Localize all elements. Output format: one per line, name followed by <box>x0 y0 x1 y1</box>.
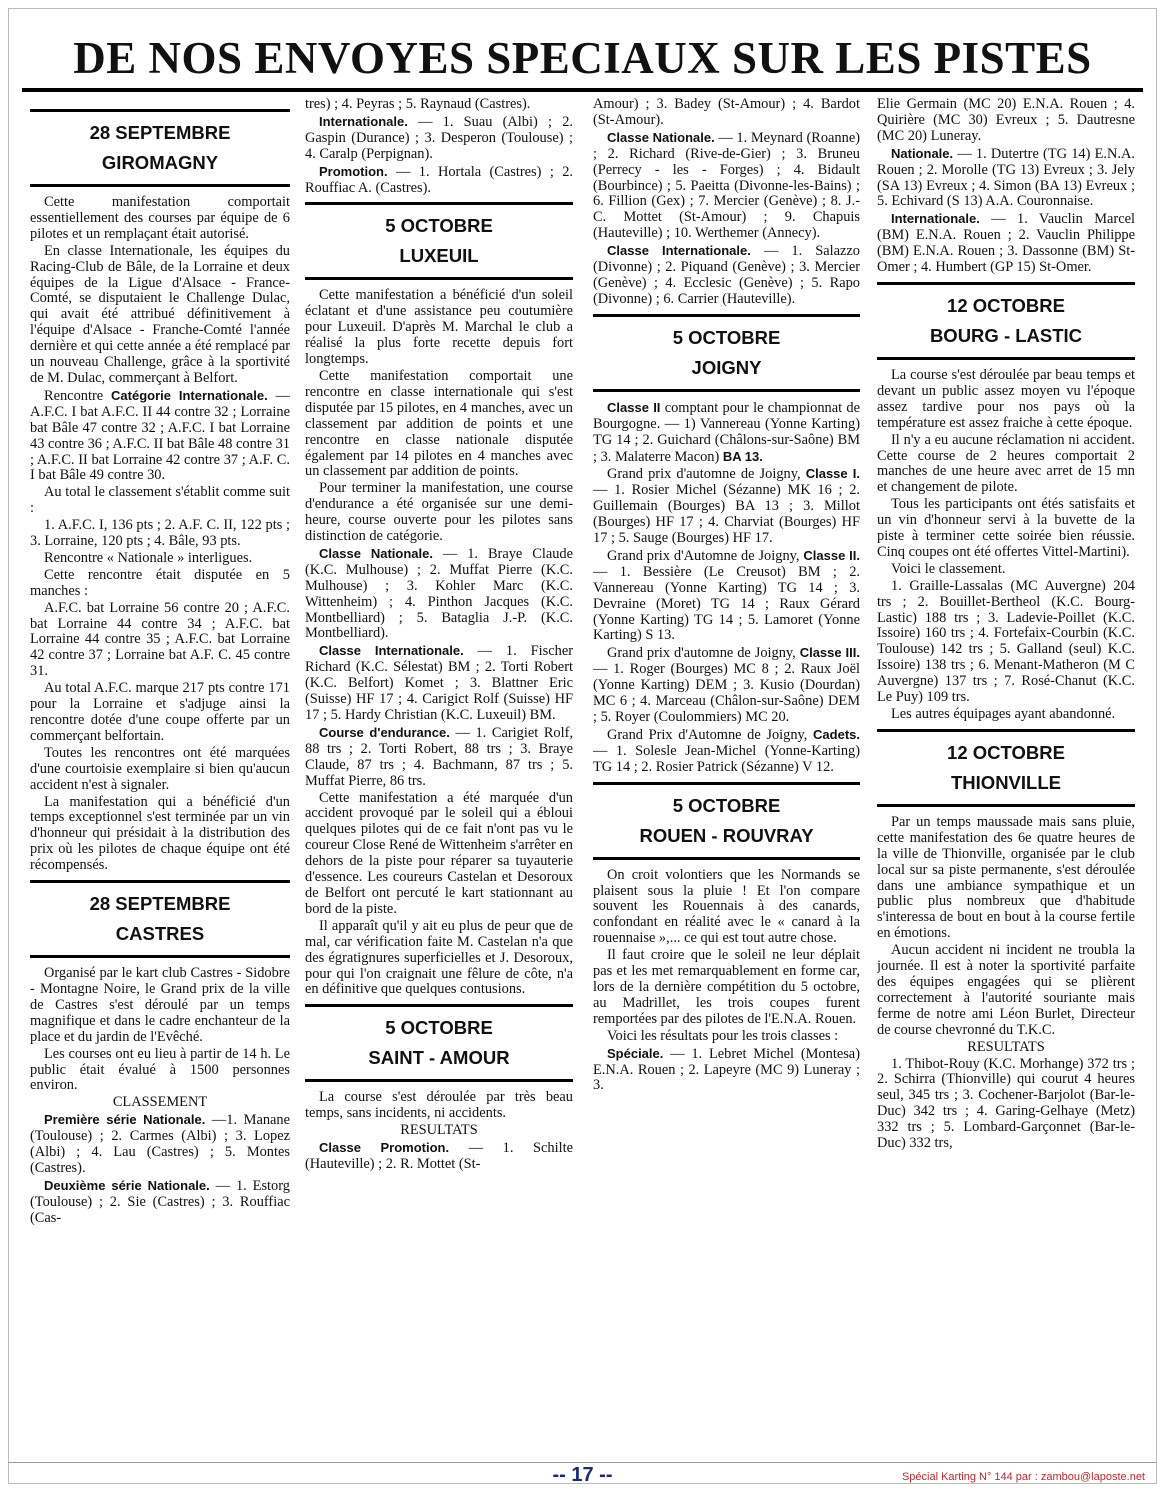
heading-date: 28 SEPTEMBRE <box>89 893 231 915</box>
bold-label: Classe Promotion. <box>319 1140 450 1156</box>
heading-giromagny <box>30 109 290 187</box>
paragraph <box>593 1046 860 1095</box>
paragraph: Voici les résultats pour les trois classes : <box>607 1027 839 1044</box>
paragraph: Toutes les rencontres ont été marquées d'une courtoisie exemplaire si bien qu'aucun accident n'est à signaler. <box>30 744 290 793</box>
bold-label: Classe Nationale. <box>319 545 433 561</box>
paragraph: 1. A.F.C. I, 136 pts ; 2. A.F. C. II, 122 pts ; 3. Lorraine, 120 pts ; 4. Bâle, 93 pts. <box>30 517 290 550</box>
paragraph <box>593 400 860 466</box>
paragraph: Les autres équipages ayant abandonné. <box>891 706 1116 722</box>
bold-label: Classe II <box>607 399 661 415</box>
heading-luxeuil <box>305 202 573 280</box>
credit-line: Spécial Karting N° 144 par : zambou@laposte.net <box>901 1471 1145 1483</box>
paragraph: Tous les participants ont étés satisfaits et un vin d'honneur servi à la buvette de la piste à terminer cette soirée bien réussie. Cinq coupes ont été offertes Vittel-Martini). <box>877 496 1135 560</box>
paragraph: Rencontre « Nationale » interligues. <box>44 549 253 566</box>
text: — 1. Bessière (Le Creusot) BM ; 2. Vannereau (Yonne Karting) TG 14 ; 3. Devraine (Moret) TG 14 ; Raux Gérard (Yonne Karting) TG 14 ; 5. Lamoret (Yonne Karting) S 13. <box>593 563 860 644</box>
paragraph: Voici le classement. <box>891 560 1006 577</box>
text: — 1. Braye Claude (K.C. Mulhouse) ; 2. Muffat Pierre (K.C. Mulhouse) ; 3. Kohler Marc (K.C. Wittenheim) ; 4. Pinthon Jacques (K.C. Montbelliard) ; 5. Bataglia J.-P. (K.C. Montbelliard). <box>305 545 573 642</box>
bold-label: Classe Nationale. <box>607 129 715 145</box>
paragraph: Pour terminer la manifestation, une course d'endurance a été organisée sur une demi-heure, course ouverte pour les pilotes sans distinction de catégorie. <box>305 480 573 545</box>
column-3 <box>593 97 860 1095</box>
title-rule <box>22 88 1143 92</box>
section-label: RESULTATS <box>967 1038 1045 1055</box>
paragraph: On croit volontiers que les Normands se plaisent sous la pluie ! Et l'on compare souvent les Rouennais à des canards, confondant en réalité avec le « canard à la rouennaise »,... ce qui est tout autre chose. <box>593 866 860 947</box>
bold-label: Promotion. <box>319 163 388 179</box>
paragraph: Il apparaît qu'il y ait eu plus de peur que de mal, car vérification faite M. Castelan n'a que des égratignures superficielles et J. Desoroux, pour qui l'on craignait une fêlure de côte, n'a en définitive que quelques contusions. <box>305 917 573 998</box>
bold-label: Première série Nationale. <box>44 1112 206 1128</box>
paragraph <box>593 243 860 308</box>
heading-date: 5 OCTOBRE <box>672 794 781 816</box>
heading-place: JOIGNY <box>691 356 762 378</box>
section-label: RESULTATS <box>400 1122 478 1139</box>
paragraph: Cette manifestation a bénéficié d'un soleil éclatant et d'une assistance peu coutumière pour Luxeuil. D'après M. Marchal le club a réalisé la plus forte recette depuis fort longtemps. <box>305 287 573 368</box>
text: —1. Manane (Toulouse) ; 2. Carmes (Albi) ; 3. Lopez (Albi) ; 4. Lau (Castres) ; 5. Montes (Castres). <box>30 1112 290 1176</box>
paragraph: En classe Internationale, les équipes du Racing-Club de Bâle, de la Lorraine et deux équipes de la Ligue d'Alsace - France-Comté, se disputaient le Challenge Dulac, qui avait été attribué définitivement à l'équipe d'Alsace - Franche-Comté l'année dernière et qui cette année a été remplacé par un nouveau Challenge, grâce à la sportivité de M. Dulac, commerçant à Belfort. <box>30 242 290 386</box>
bold-label: Classe Internationale. <box>319 643 464 659</box>
heading-date: 5 OCTOBRE <box>385 1017 493 1039</box>
heading-joigny <box>593 314 860 392</box>
paragraph: Cette manifestation comportait une rencontre en classe internationale qui s'est disputée par 15 pilotes, en 4 manches, avec un classement par addition de points et une rencontre en classe nationale disputée également par 14 pilotes en 4 manches avec un classement par addition de points. <box>305 367 573 480</box>
text: — 1. Suau (Albi) ; 2. Gaspin (Durance) ; 3. Desperon (Toulouse) ; 4. Caralp (Perpignan). <box>305 113 573 162</box>
heading-date: 5 OCTOBRE <box>672 326 781 348</box>
text: Grand prix d'automne de Joigny, <box>607 645 796 662</box>
text: — 1. Carigiet Rolf, 88 trs ; 2. Torti Robert, 88 trs ; 3. Braye Claude, 87 trs ; 4. Bachmann, 87 trs ; 5. Muffat Pierre, 86 trs. <box>305 724 573 789</box>
paragraph: Il faut croire que le soleil ne leur déplait pas et les met remarquablement en forme car, lors de la dernière compétition du 5 octobre, au Madrillet, les trois coupes furent remportées par des pilotes de l'E.N.A. Rouen. <box>593 947 860 1027</box>
bold-label: Classe III. <box>799 645 860 661</box>
bold-label: BA 13. <box>722 448 763 464</box>
text: — 1. Dutertre (TG 14) E.N.A. Rouen ; 2. Morolle (TG 13) Evreux ; 3. Jely (SA 13) Evreux ; 4. Simon (BA 13) Evreux ; 5. Echivard (S 13) A.A. Couronnaise. <box>877 145 1135 210</box>
section-label: CLASSEMENT <box>112 1094 208 1111</box>
paragraph <box>877 211 1135 276</box>
text: — 1. Schilte (Hauteville) ; 2. R. Mottet (St- <box>305 1140 573 1172</box>
text: — 1. Hortala (Castres) ; 2. Rouffiac A. (Castres). <box>305 163 573 196</box>
heading-place: THIONVILLE <box>951 771 1061 793</box>
column-4 <box>877 97 1135 1153</box>
paragraph: Les courses ont eu lieu à partir de 14 h. Le public était évalué à 1500 personnes environ. <box>30 1045 290 1094</box>
heading-saint-amour <box>305 1004 573 1082</box>
paragraph <box>305 1140 573 1173</box>
paragraph <box>30 388 290 484</box>
paragraph: Amour) ; 3. Badey (St-Amour) ; 4. Bardot (St-Amour). <box>593 97 860 128</box>
paragraph: Au total le classement s'établit comme suit : <box>30 484 290 517</box>
paragraph: A.F.C. bat Lorraine 56 contre 20 ; A.F.C. bat Lorraine 44 contre 34 ; A.F.C. bat Lorraine 44 contre 35 ; A.F.C. bat Lorraine 42 contre 37 ; Lorraine bat A.F. C. 45 contre 31. <box>30 599 290 680</box>
heading-bourg-lastic <box>877 282 1135 360</box>
paragraph <box>30 1112 290 1177</box>
bold-label: Cadets. <box>813 726 860 742</box>
paragraph: Il n'y a eu aucune réclamation ni accident. Cette course de 2 heures comportait 2 manches de une heure avec arret de 15 mn et changement de pilote. <box>877 431 1135 496</box>
paragraph: 1. Thibot-Rouy (K.C. Morhange) 372 trs ; 2. Schirra (Thionville) qui courut 4 heures seul, 345 trs ; 3. Cochener-Barjolot (Bar-le-Duc) 342 trs ; 4. Garing-Gelhaye (Metz) 332 trs ; 5. Lombard-Garçonnet (Bar-le-Duc) 332 trs, <box>877 1055 1135 1152</box>
heading-date: 28 SEPTEMBRE <box>89 122 231 143</box>
text: — 1. Lebret Michel (Montesa) E.N.A. Rouen ; 2. Lapeyre (MC 9) Luneray ; 3. <box>593 1045 860 1094</box>
paragraph: tres) ; 4. Peyras ; 5. Raynaud (Castres). <box>305 97 531 112</box>
paragraph: La course s'est déroulée par très beau temps, sans incidents, ni accidents. <box>305 1089 573 1122</box>
bold-label: Spéciale. <box>607 1045 664 1061</box>
bold-label: Classe II. <box>803 547 860 563</box>
page-title: DE NOS ENVOYES SPECIAUX SUR LES PISTES <box>73 33 1092 83</box>
heading-date: 12 OCTOBRE <box>947 294 1065 316</box>
paragraph: La manifestation qui a bénéficié d'un temps exceptionnel s'est terminée par un vin d'honneur qui présidait à la distribution des prix où les pilotes de chaque équipe ont été récompensés. <box>30 793 290 874</box>
heading-place: BOURG - LASTIC <box>929 324 1083 346</box>
page-number: -- 17 -- <box>552 1464 613 1486</box>
heading-date: 5 OCTOBRE <box>385 215 493 237</box>
paragraph <box>30 1178 290 1227</box>
heading-place: LUXEUIL <box>399 245 479 267</box>
paragraph <box>305 643 573 724</box>
bold-label: Internationale. <box>891 211 980 227</box>
bold-label: Nationale. <box>891 145 954 161</box>
paragraph: La course s'est déroulée par beau temps et devant un public assez moyen vu l'époque assez tardive pour nos pays où la température est assez fraiche à cette époque. <box>877 366 1135 431</box>
heading-place: GIROMAGNY <box>101 152 219 173</box>
bold-label: Catégorie Internationale. <box>111 387 268 403</box>
heading-place: ROUEN - ROUVRAY <box>639 824 814 846</box>
bold-label: Course d'endurance. <box>319 724 450 740</box>
column-2 <box>305 97 573 1174</box>
paragraph <box>305 114 573 163</box>
text: — 1. Meynard (Roanne) ; 2. Richard (Rive-de-Gier) ; 3. Bruneu (Perrecy - les - Forges) ; 4. Bidault (Bourbince) ; 5. Paeitta (Divonne-les-Bains) ; 6. Fillion (Gex) ; 7. Mercier (Genève) ; 8. J.-C. Mottet (St-Amour) ; 9. Chapuis (Hauteville) ; 10. Werthemer (Annecy). <box>593 129 860 242</box>
heading-rouen-rouvray <box>593 782 860 860</box>
paragraph: Par un temps maussade mais sans pluie, cette manifestation des 6e quatre heures de la ville de Thionville, organisée par le club local sur sa piste permanente, s'est déroulée dans une ambiance sympathique et un public plus nombreux que d'habitude s'interessa de bout en bout à la course fertile en émotions. <box>877 813 1135 942</box>
paragraph: Au total A.F.C. marque 217 pts contre 171 pour la Lorraine et s'adjuge ainsi la rencontre dotée d'une coupe offerte par un commerçant belfortain. <box>30 680 290 744</box>
heading-place: SAINT - AMOUR <box>368 1047 510 1069</box>
text: — 1. Salazzo (Divonne) ; 2. Piquand (Genève) ; 3. Mercier (Genève) ; 4. Ecclesic (Genève) ; 5. Rapo (Divonne) ; 6. Carrier (Hauteville). <box>593 243 860 307</box>
paragraph: Elie Germain (MC 20) E.N.A. Rouen ; 4. Quirière (MC 30) Evreux ; 5. Dautresne (MC 20) Luneray. <box>877 97 1135 144</box>
heading-place: CASTRES <box>115 923 205 945</box>
paragraph: Organisé par le kart club Castres - Sidobre - Montagne Noire, le Grand prix de la ville de Castres s'est déroulé par un temps magnifique et dans le cadre enchanteur de la place et du jardin de l'Evêché. <box>30 965 290 1045</box>
bold-label: Internationale. <box>319 113 408 129</box>
column-1 <box>30 97 290 1228</box>
paragraph <box>877 146 1135 211</box>
heading-castres <box>30 880 290 958</box>
text: — 1. Solesle Jean-Michel (Yonne-Karting) TG 14 ; 2. Rosier Patrick (Sézanne) V 12. <box>593 742 860 775</box>
paragraph <box>305 164 573 197</box>
bold-label: Classe I. <box>805 466 860 482</box>
text: — 1. Rosier Michel (Sézanne) MK 16 ; 2. Guillemain (Bourges) BA 13 ; 3. Millot (Bourges) HF 17 ; 4. Charviat (Bourges) HF 17 ; 5. Sauge (Bourges) HF 17. <box>593 482 860 547</box>
text: Grand prix d'automne de Joigny, <box>607 466 801 483</box>
paragraph: Cette manifestation a été marquée d'un accident provoqué par le soleil qui a ébloui quelques pilotes qui de ce fait n'ont pas vu le coureur Close René de Wittenheim s'arrêter en dehors de la piste pour réparer sa tuyauterie d'essence. Les coureurs Castelan et Desoroux de Belfort ont percuté le kart stationnant au bord de la piste. <box>305 789 573 917</box>
paragraph <box>593 130 860 242</box>
paragraph <box>593 727 860 776</box>
text: — A.F.C. I bat A.F.C. II 44 contre 32 ; Lorraine bat Bâle 47 contre 32 ; A.F.C. I bat Lorraine 43 contre 36 ; A.F.C. II bat Bâle 48 contre 31 ; A.F.C. II bat Lorraine 42 contre 37 ; A.F. C. I bat Bâle 49 contre 30. <box>30 387 290 484</box>
text: — 1. Vauclin Marcel (BM) E.N.A. Rouen ; 2. Vauclin Philippe (BM) E.N.A. Rouen ; 3. Dassonne (BM) St-Omer ; 4. Humbert (GP 15) St-Omer. <box>877 211 1135 276</box>
text: — 1. Fischer Richard (K.C. Sélestat) BM ; 2. Torti Robert (K.C. Belfort) Komet ; 3. Blattner Eric (Suisse) HF 17 ; 4. Carigict Rolf (Suisse) HF 17 ; 5. Hardy Christian (K.C. Luxeuil) BM. <box>305 643 573 723</box>
paragraph <box>305 546 573 642</box>
paragraph: 1. Graille-Lassalas (MC Auvergne) 204 trs ; 2. Bouillet-Bertheol (K.C. Bourg-Lastic) 188 trs ; 3. Ladevie-Poillet (K.C. Issoire) 160 trs ; 4. Fortefaix-Courbin (K.C. Toulouse) 142 trs ; 5. Galland (seul) K.C. Issoire) 138 trs ; 6. Menant-Matheron (M C Auvergne) 137 trs ; 7. Rosé-Chanut (K.C. Le Puy) 109 trs. <box>877 577 1135 706</box>
bold-label: Classe Internationale. <box>607 243 751 259</box>
text: — 1. Roger (Bourges) MC 8 ; 2. Raux Joël (Yonne Karting) DEM ; 3. Kusio (Dourdan) MC 6 ; 4. Marceau (Châlon-sur-Saône) DEM ; 5. Royer (Coulommiers) MC 20. <box>593 661 860 725</box>
bold-label: Deuxième série Nationale. <box>44 1177 210 1193</box>
text: — 1. Estorg (Toulouse) ; 2. Sie (Castres) ; 3. Rouffiac (Cas- <box>30 1177 290 1226</box>
footer-rule <box>8 1462 1157 1463</box>
paragraph <box>593 466 860 547</box>
text: Grand prix d'Automne de Joigny, <box>607 547 800 564</box>
paragraph: Cette manifestation comportait essentiellement des courses par équipe de 6 pilotes et un remplaçant était autorisé. <box>30 194 290 242</box>
heading-date: 12 OCTOBRE <box>947 741 1065 763</box>
text: Grand Prix d'Automne de Joigny, <box>607 726 808 743</box>
paragraph <box>593 548 860 644</box>
paragraph <box>593 645 860 726</box>
paragraph <box>305 725 573 790</box>
heading-thionville <box>877 729 1135 807</box>
text: comptant pour le championnat de Bourgogne. — 1) Vannereau (Yonne Karting) TG 14 ; 2. Guichard (Châlons-sur-Saône) BM ; 3. Malaterre Macon) <box>593 399 860 465</box>
paragraph: Cette rencontre était disputée en 5 manches : <box>30 566 290 599</box>
paragraph: Aucun accident ni incident ne troubla la journée. Il est à noter la sportivité parfaite des équipes engagées qui se plièrent correctement à l'autorité souriante mais ferme de notre ami Léon Burlet, Directeur de course chevronné du T.K.C. <box>877 942 1135 1038</box>
text: Rencontre <box>44 387 104 404</box>
